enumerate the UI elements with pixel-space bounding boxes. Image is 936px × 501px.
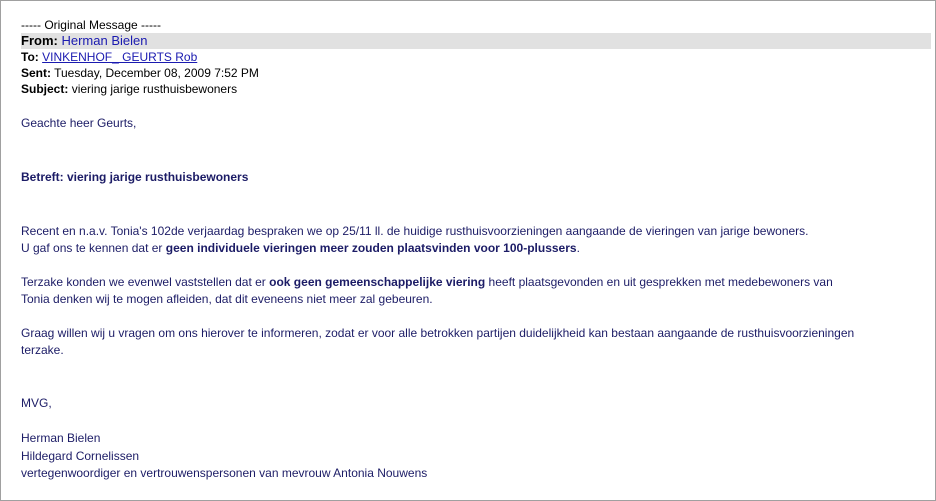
sent-label: Sent:	[21, 66, 51, 80]
paragraph-2-text-c: heeft plaatsgevonden en uit gesprekken met medebewoners van	[485, 275, 833, 289]
betreft-heading: Betreft: viering jarige rusthuisbewoners	[21, 170, 249, 184]
from-label: From:	[21, 33, 58, 48]
paragraph-1-text-c: .	[576, 241, 580, 255]
paragraph-1-line-1: Recent en n.a.v. Tonia's 102de verjaardag bespraken we op 25/11 ll. de huidige rusthuisvoorzieningen aangaande de vieringen van jarige bewoners.	[21, 224, 809, 238]
paragraph-1-bold: geen individuele vieringen meer zouden plaatsvinden voor 100-plussers	[165, 241, 577, 255]
to-row	[21, 49, 931, 65]
paragraph-2-line-2: Tonia denken wij te mogen afleiden, dat dit eveneens niet meer zal gebeuren.	[21, 292, 433, 306]
greeting: Geachte heer Geurts,	[21, 116, 137, 130]
from-row	[21, 33, 931, 49]
subject-label: Subject:	[21, 82, 69, 96]
sent-value: Tuesday, December 08, 2009 7:52 PM	[54, 66, 259, 80]
sent-row	[21, 65, 931, 81]
signature-name-1: Herman Bielen	[21, 431, 101, 445]
paragraph-2-text-a: Terzake konden we evenwel vaststellen dat er	[21, 275, 270, 289]
message-header	[21, 17, 931, 97]
paragraph-2-line-1	[21, 274, 921, 291]
closing: MVG,	[21, 396, 52, 410]
signature-name-2: Hildegard Cornelissen	[21, 449, 140, 463]
subject-value: viering jarige rusthuisbewoners	[71, 82, 238, 96]
signature-role: vertegenwoordiger en vertrouwenspersonen van mevrouw Antonia Nouwens	[21, 466, 428, 480]
paragraph-3-line-1: Graag willen wij u vragen om ons hierover te informeren, zodat er voor alle betrokken partijen duidelijkheid kan bestaan aangaande de rusthuisvoorzieningen	[21, 326, 855, 340]
subject-row	[21, 81, 931, 97]
from-sender-link[interactable]: Herman Bielen	[61, 33, 148, 48]
paragraph-1-line-2	[21, 240, 921, 257]
paragraph-3-line-2: terzake.	[21, 343, 64, 357]
original-message-separator: ----- Original Message -----	[21, 18, 162, 32]
paragraph-1-text-a: U gaf ons te kennen dat er	[21, 241, 166, 255]
to-recipient-link[interactable]: VINKENHOF_ GEURTS Rob	[42, 50, 198, 64]
to-label: To:	[21, 50, 39, 64]
paragraph-2-bold: ook geen gemeenschappelijke viering	[269, 275, 486, 289]
